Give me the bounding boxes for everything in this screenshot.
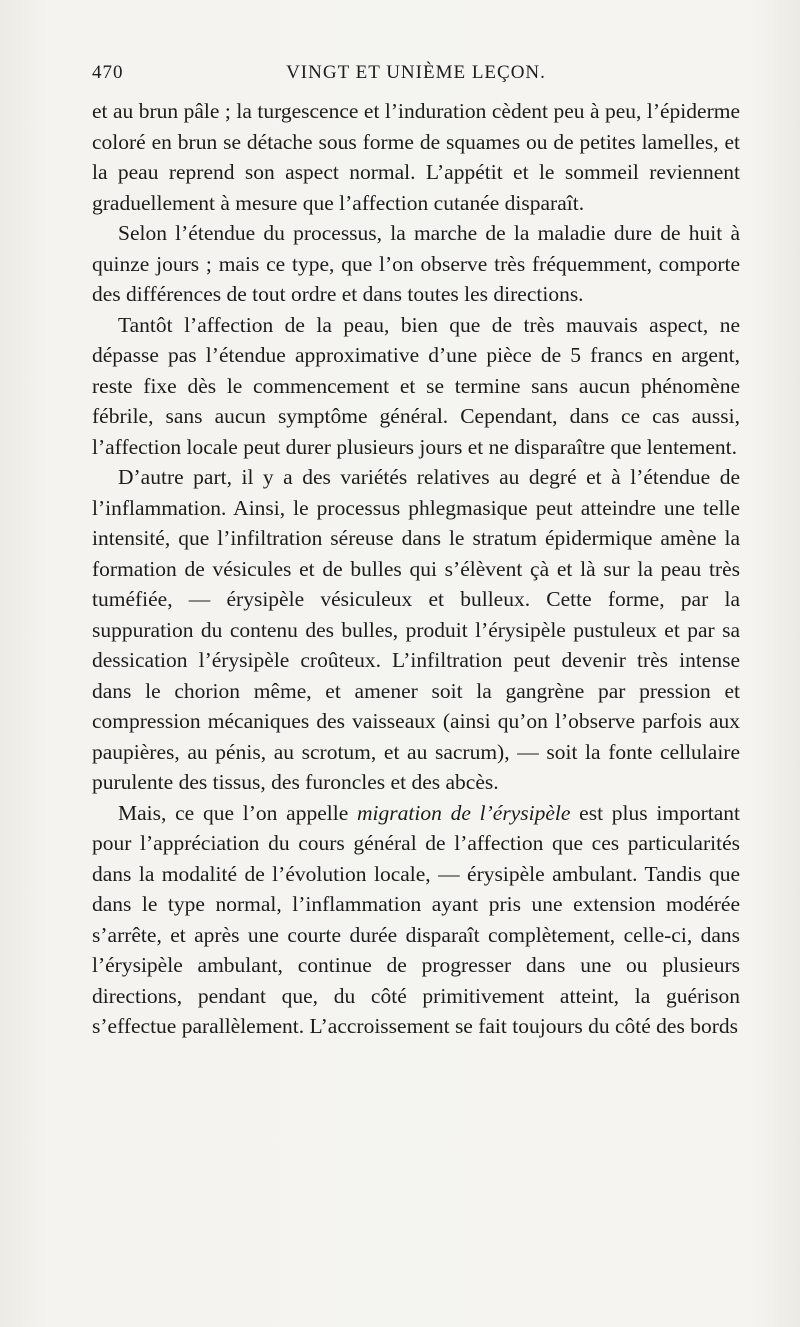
paragraph-varieties: D’autre part, il y a des variétés relatives au degré et à l’étendue de l’inflammation. Ainsi, le processus phlegmasique peut atteindre une telle intensité, que l’infiltration séreuse dans le stratum épidermique amène la formation de vésicules et de bulles qui s’élèvent çà et là sur la peau très tuméfiée, — érysipèle vésiculeux et bulleux. Cette forme, par la suppuration du contenu des bulles, produit l’érysipèle pustuleux et par sa dessication l’érysipèle croûteux. L’infiltration peut devenir très intense dans le chorion même, et amener soit la gangrène par pression et compression mécaniques des vaisseaux (ainsi qu’on l’observe parfois aux paupières, au pénis, au scrotum, et au sacrum), — soit la fonte cellulaire purulente des tissus, des furoncles et des abcès. xyxy=(92,465,740,794)
page-number: 470 xyxy=(92,62,124,83)
paragraph-continued: et au brun pâle ; la turgescence et l’induration cèdent peu à peu, l’épiderme coloré en brun se détache sous forme de squames ou de petites lamelles, et la peau reprend son aspect normal. L’appétit et le sommeil reviennent graduellement à mesure que l’affection cutanée disparaît. xyxy=(92,99,740,215)
body-text xyxy=(92,96,740,1042)
paragraph-duration: Selon l’étendue du processus, la marche de la maladie dure de huit à quinze jours ; mais ce type, que l’on observe très fréquemment, comporte des différences de tout ordre et dans toutes les directions. xyxy=(92,221,740,306)
migration-text-before: Mais, ce que l’on appelle xyxy=(118,800,358,825)
running-head xyxy=(92,62,740,88)
migration-text-after: est plus important pour l’appréciation du cours général de l’affection que ces particularités dans la modalité de l’évolution locale, — érysipèle ambulant. Tandis que dans le type normal, l’inflammation ayant pris une extension modérée s’arrête, et après une courte durée disparaît complètement, celle-ci, dans l’érysipèle ambulant, continue de progresser dans une ou plusieurs directions, pendant que, du côté primitivement atteint, la guérison s’effectue parallèlement. L’accroissement se fait toujours du côté des bords xyxy=(92,800,741,1038)
paragraph-migration xyxy=(92,798,740,1042)
running-title: VINGT ET UNIÈME LEÇON. xyxy=(286,62,546,83)
migration-emphasis: migration de l’érysipèle xyxy=(357,800,571,825)
paragraph-local-form: Tantôt l’affection de la peau, bien que de très mauvais aspect, ne dépasse pas l’étendue approximative d’une pièce de 5 francs en argent, reste fixe dès le commencement et se termine sans aucun phénomène fébrile, sans aucun symptôme général. Cependant, dans ce cas aussi, l’affection locale peut durer plusieurs jours et ne disparaître que lentement. xyxy=(92,312,740,459)
